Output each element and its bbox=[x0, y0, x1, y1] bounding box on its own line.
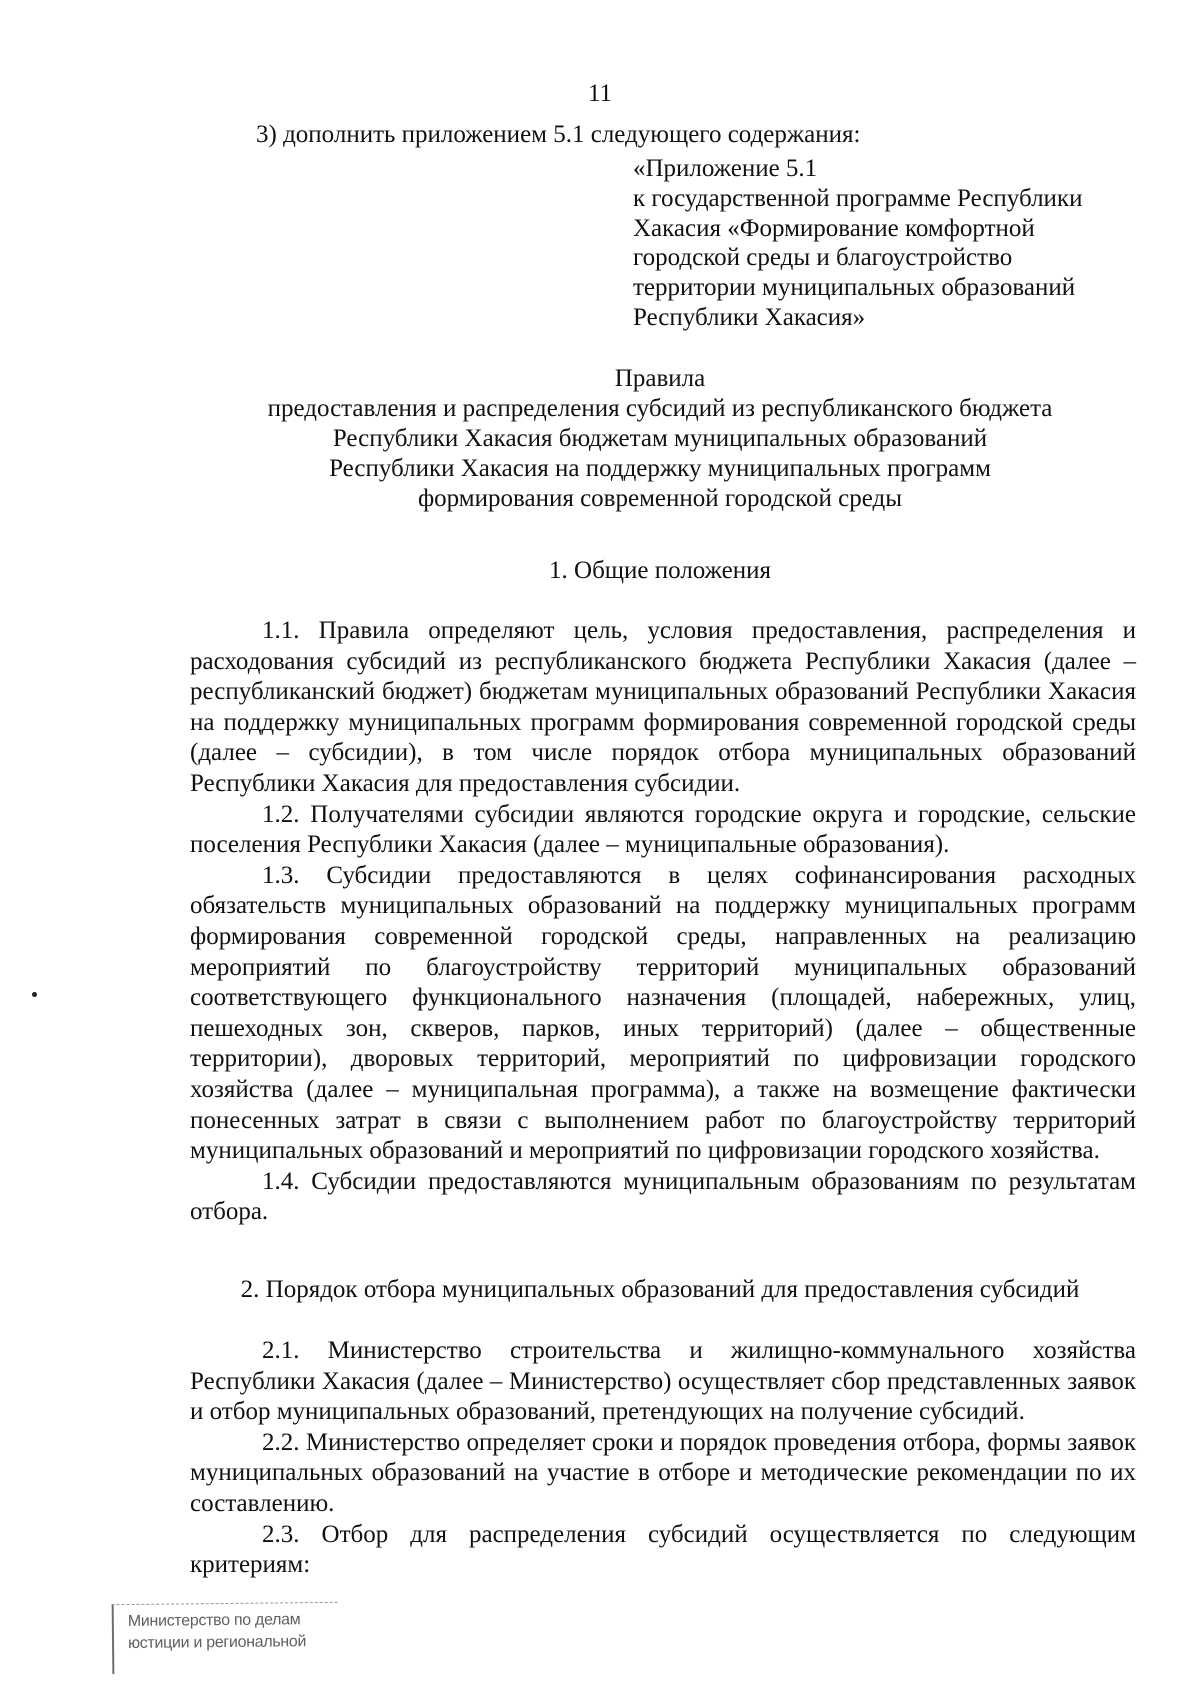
registration-stamp bbox=[112, 1602, 339, 1674]
rules-title-line: Республики Хакасия на поддержку муниципальных программ bbox=[329, 455, 991, 482]
rules-title bbox=[190, 364, 1130, 514]
section-1-heading: 1. Общие положения bbox=[549, 557, 771, 584]
appendix-line: «Приложение 5.1 bbox=[633, 155, 818, 182]
paragraph-1-3: 1.3. Субсидии предоставляются в целях софинансирования расходных обязательств муниципальных образований на поддержку муниципальных программ формирования современной городской среды, направленных на реализацию мероприятий по благоустройству территорий муниципальных образований соответствующего функционального назначения (площадей, набережных, улиц, пешеходных зон, скверов, парков, иных территорий) (далее – общественные территории), дворовых территорий, мероприятий по цифровизации городского хозяйства (далее – муниципальная программа), а также на возмещение фактически понесенных затрат в связи с выполнением работ по благоустройству территорий муниципальных образований и мероприятий по цифровизации городского хозяйства. bbox=[190, 861, 1136, 1165]
appendix-line: к государственной программе Республики bbox=[633, 184, 1083, 212]
section-2-heading: 2. Порядок отбора муниципальных образований для предоставления субсидий bbox=[240, 1276, 1080, 1303]
appendix-line: Республики Хакасия» bbox=[633, 303, 866, 331]
paragraph-1-4: 1.4. Субсидии предоставляются муниципальным образованиям по результатам отбора. bbox=[190, 1167, 1136, 1226]
appendix-line: территории муниципальных образований bbox=[633, 274, 1076, 302]
appendix-header bbox=[633, 154, 1153, 333]
appendix-line: городской среды и благоустройство bbox=[633, 244, 1013, 272]
stamp-line: юстиции и региональной bbox=[127, 1633, 307, 1653]
appendix-line: Хакасия «Формирование комфортной bbox=[633, 214, 1035, 242]
stamp-line: Министерство по делам bbox=[127, 1611, 301, 1631]
rules-title-line: Республики Хакасия бюджетам муниципальных образований bbox=[332, 425, 988, 452]
rules-title-line: формирования современной городской среды bbox=[417, 485, 902, 512]
paragraph-1-1: 1.1. Правила определяют цель, условия предоставления, распределения и расходования субсидий из республиканского бюджета Республики Хакасия (далее – республиканский бюджет) бюджетам муниципальных образований Республики Хакасия на поддержку муниципальных программ формирования современной городской среды (далее – субсидии), в том числе порядок отбора муниципальных образований Республики Хакасия для предоставления субсидии. bbox=[190, 617, 1136, 797]
rules-heading: Правила bbox=[614, 365, 706, 392]
scan-speck bbox=[32, 992, 37, 997]
paragraph-2-1: 2.1. Министерство строительства и жилищно-коммунального хозяйства Республики Хакасия (далее – Министерство) осуществляет сбор представленных заявок и отбор муниципальных образований, претендующих на получение субсидий. bbox=[190, 1337, 1136, 1426]
page-number: 11 bbox=[587, 80, 613, 107]
rules-title-line: предоставления и распределения субсидий из республиканского бюджета bbox=[267, 395, 1053, 422]
section-2-body bbox=[190, 1336, 1136, 1581]
section-1-body bbox=[190, 616, 1136, 1228]
paragraph-2-3: 2.3. Отбор для распределения субсидий осуществляется по следующим критериям: bbox=[190, 1520, 1136, 1579]
amendment-lead-line: 3) дополнить приложением 5.1 следующего содержания: bbox=[256, 121, 861, 148]
paragraph-1-2: 1.2. Получателями субсидии являются городские округа и городские, сельские поселения Республики Хакасия (далее – муниципальные образования). bbox=[190, 800, 1136, 859]
paragraph-2-2: 2.2. Министерство определяет сроки и порядок проведения отбора, формы заявок муниципальных образований на участие в отборе и методические рекомендации по их составлению. bbox=[190, 1428, 1136, 1517]
